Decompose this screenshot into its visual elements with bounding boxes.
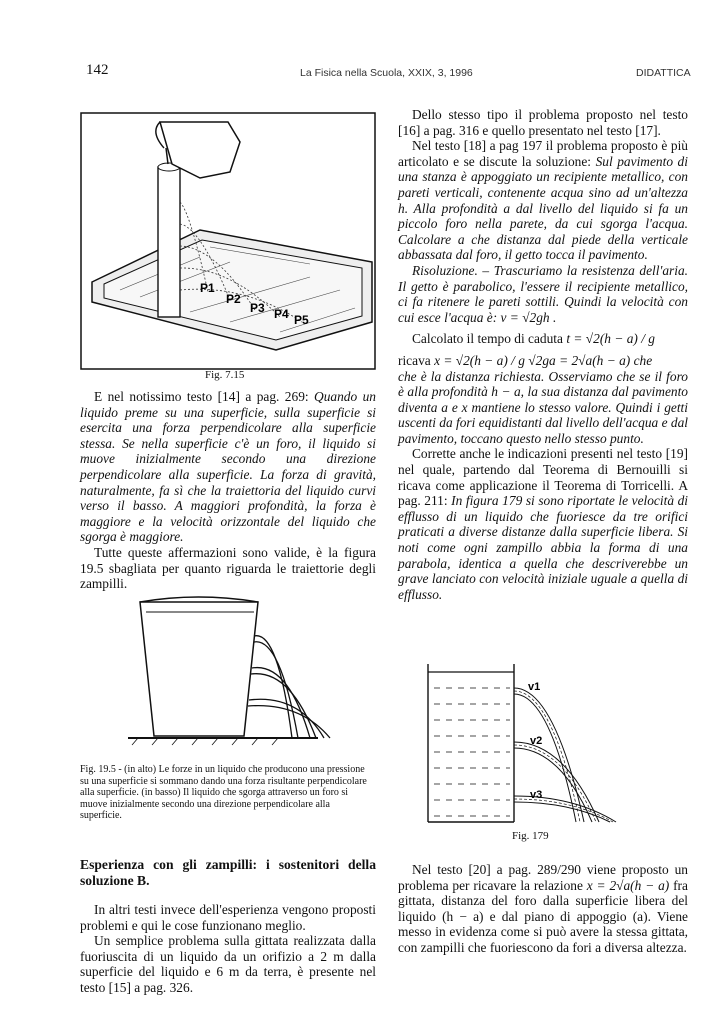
right-p7-quote: In figura 179 si sono riportate le velocità di efflusso di un liquido che fuoriesce da tre orifici praticati a diverse distanze dalla superficie libera. Si noti come ogni zampillo abbia la forma di una parabola, identica a quella che descriverebbe un grave lanciato con velocità iniziale uguale a quella di efflusso. <box>398 493 689 602</box>
figure-179-caption: Fig. 179 <box>512 830 549 842</box>
right-p8-lead: Nel testo [20] a pag. 289/290 viene proposto un problema per ricavare la relazione <box>398 862 688 893</box>
figure-179 <box>424 658 620 824</box>
right-p6-quote: che è la distanza richiesta. Osserviamo che se il foro è alla profondità h − a, la sua distanza dal pavimento diventa a e x mantiene lo stesso valore. Quindi i getti uscenti da fori equidistanti dal livello dell'acqua e dal pavimento, toccano questo nello stesso punto. <box>398 368 688 446</box>
figure-7-15 <box>80 112 376 370</box>
right-p7-lead: Corrette anche le indicazioni presenti nel testo [19] nel quale, partendo dal Teorema di Bernouilli si ricava come applicazione il Teorema di Torricelli. A pag. 211: <box>398 446 688 509</box>
right-p8-tail: fra gittata, distanza del foro dalla superficie libera del liquido (h − a) e dal piano di appoggio (a). Viene messo in evidenza come si può avere la stessa gittata, con zampilli che fuoriescono da fori a diversa altezza. <box>398 877 688 955</box>
velocity-equation: v = √2gh . <box>500 309 557 325</box>
left-body <box>80 389 376 592</box>
right-p4-lead: Calcolato il tempo di caduta <box>412 331 563 347</box>
label-v2: v2 <box>530 735 543 747</box>
right-body-2 <box>398 862 688 956</box>
figure-19-5 <box>118 590 338 750</box>
section-name: DIDATTICA <box>636 67 691 79</box>
right-p1: Dello stesso tipo il problema proposto nel testo [16] a pag. 316 e quello presentato nel testo [17]. <box>398 107 688 138</box>
right-p2-lead: Nel testo [18] a pag 197 il problema proposto è più articolato e se discute la soluzione: <box>398 138 688 169</box>
label-p1: P1 <box>200 281 215 295</box>
range-equation: x = √2(h − a) / g √2ga = 2√a(h − a) <box>434 352 631 368</box>
label-v1: v1 <box>528 681 541 693</box>
right-body <box>398 107 688 602</box>
label-v3: v3 <box>530 789 543 801</box>
journal-title: La Fisica nella Scuola, XXIX, 3, 1996 <box>300 67 473 79</box>
left-p4: Un semplice problema sulla gittata realizzata dalla fuoriuscita di un liquido da un orifizio a 2 m dalla superficie del liquido e 6 m da terra, è presente nel testo [15] a pag. 326. <box>80 933 376 995</box>
label-p5: P5 <box>294 313 309 327</box>
right-p5-lead: ricava <box>398 352 431 368</box>
right-p3-quote: Risoluzione. – Trascuriamo la resistenza dell'aria. Il getto è parabolico, l'essere il recipiente metallico, ci fa ritenere le pareti sottili. Quindi la velocità con cui esce l'acqua è: <box>398 262 688 325</box>
left-p2: Tutte queste affermazioni sono valide, è la figura 19.5 sbagliata per quanto riguarda le traiettorie degli zampilli. <box>80 544 376 592</box>
time-equation: t = √2(h − a) / g <box>566 331 655 347</box>
relation-equation: x = 2√a(h − a) <box>586 877 670 893</box>
right-p5-tail: che <box>633 352 653 368</box>
page-number: 142 <box>86 62 109 78</box>
figure-19-5-caption: Fig. 19.5 - (in alto) Le forze in un liquido che producono una pressione su una superficie si sommano dando una forza risultante perpendicolare alla superficie. (in basso) Il liquido che sgorga attraverso un foro si muove inizialmente secondo una direzione perpendicolare alla superficie. <box>80 764 367 821</box>
right-p2-quote: Sul pavimento di una stanza è appoggiato un recipiente metallico, con pareti verticali, contenente acqua sino ad un'altezza h. Alla profondità a dal livello del liquido si fa un piccolo foro nella parete, da cui sgorga l'acqua. Calcolare a che distanza dal piede della verticale abbassata dal foro, il getto tocca il pavimento. <box>398 153 688 263</box>
left-p1-quote: Quando un liquido preme su una superficie, sulla superficie si esercita una forza perpendicolare alla superficie stessa. Se nella superficie c'è un foro, il liquido si muove inizialmente secondo una direzione perpendicolare alla superficie. La forza di gravità, naturalmente, fa sì che la traiettoria del liquido curvi verso il basso. A maggiori profondità, la forza è maggiore e la velocità orizzontale del liquido che sgorga è maggiore. <box>80 389 377 545</box>
figure-7-15-caption: Fig. 7.15 <box>205 369 245 381</box>
label-p3: P3 <box>250 301 265 315</box>
left-p1-lead: E nel notissimo testo [14] a pag. 269: <box>94 389 315 404</box>
section-heading: Esperienza con gli zampilli: i sostenitori della soluzione B. <box>80 857 376 888</box>
left-p3: In altri testi invece dell'esperienza vengono proposti problemi e qui le cose funzionano meglio. <box>80 902 376 933</box>
label-p4: P4 <box>274 307 289 321</box>
label-p2: P2 <box>226 292 241 306</box>
left-body-2 <box>80 857 376 996</box>
